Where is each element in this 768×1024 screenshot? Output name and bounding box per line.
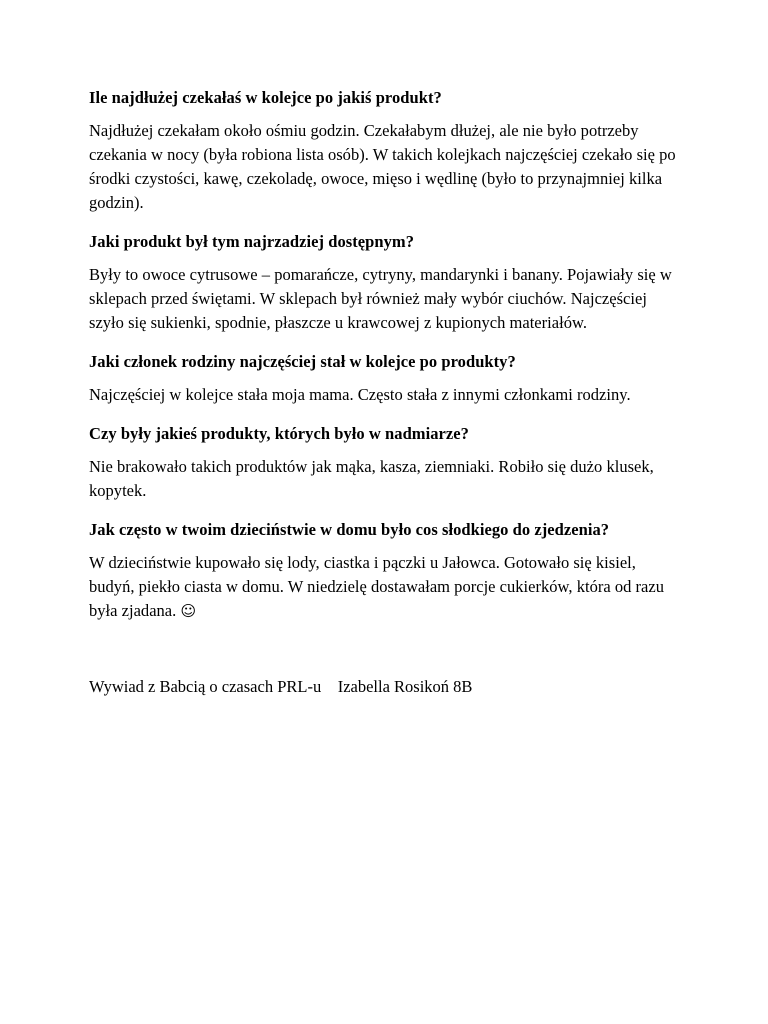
- question-heading-3: Jaki członek rodziny najczęściej stał w kolejce po produkty?: [89, 352, 516, 371]
- question-heading-1: Ile najdłużej czekałaś w kolejce po jakiś produkt?: [89, 88, 442, 107]
- footer-title: Wywiad z Babcią o czasach PRL-u: [89, 677, 322, 696]
- question-heading-5: Jak często w twoim dzieciństwie w domu było cos słodkiego do zjedzenia?: [89, 520, 610, 539]
- answer-paragraph-3: Najczęściej w kolejce stała moja mama. Często stała z innymi członkami rodziny.: [89, 385, 631, 404]
- answer-paragraph-4: Nie brakowało takich produktów jak mąka, kasza, ziemniaki. Robiło się dużo klusek, kopytek.: [89, 457, 654, 500]
- qa-block-3: [89, 350, 685, 407]
- answer-text-5: W dzieciństwie kupowało się lody, ciastka i pączki u Jałowca. Gotowało się kisiel, budyń, piekło ciasta w domu. W niedzielę dostawałam porcje cukierków, która od razu była zjadana.: [89, 553, 665, 620]
- footer-author: Izabella Rosikoń 8B: [337, 677, 473, 696]
- footer-separator: [321, 677, 338, 696]
- document-body: [89, 86, 685, 699]
- answer-paragraph-2: Były to owoce cytrusowe – pomarańcze, cytryny, mandarynki i banany. Pojawiały się w sklepach przed świętami. W sklepach był również mały wybór ciuchów. Najczęściej szyło się sukienki, spodnie, płaszcze u krawcowej z kupionych materiałów.: [89, 265, 672, 332]
- answer-paragraph-5: [89, 551, 685, 623]
- question-heading-4: Czy były jakieś produkty, których było w nadmiarze?: [89, 424, 469, 443]
- qa-block-1: [89, 86, 685, 215]
- smiley-face-icon: ☺: [180, 602, 197, 620]
- question-heading-2: Jaki produkt był tym najrzadziej dostępnym?: [89, 232, 414, 251]
- answer-paragraph-1: Najdłużej czekałam około ośmiu godzin. Czekałabym dłużej, ale nie było potrzeby czekania w nocy (była robiona lista osób). W takich kolejkach najczęściej czekało się po środki czystości, kawę, czekoladę, owoce, mięso i wędlinę (było to przynajmniej kilka godzin).: [89, 121, 676, 212]
- qa-block-2: [89, 230, 685, 335]
- qa-block-4: [89, 422, 685, 503]
- document-footer: [89, 638, 685, 699]
- qa-block-5: [89, 518, 685, 623]
